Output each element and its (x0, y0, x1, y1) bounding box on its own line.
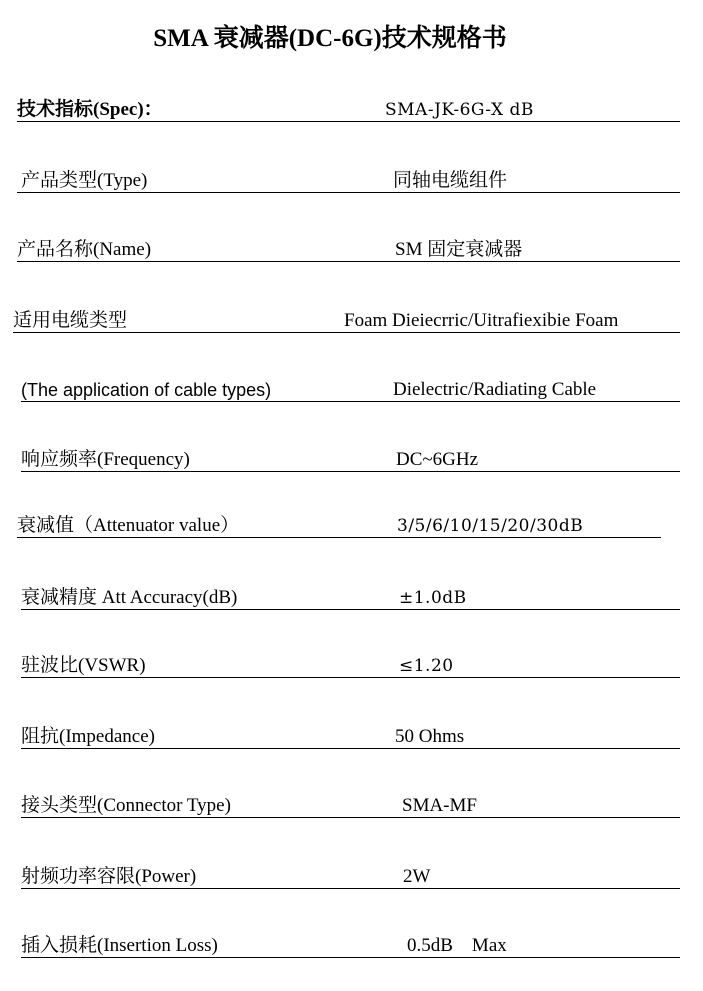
impedance-value: 50 Ohms (395, 726, 465, 747)
spec-row-spec (17, 92, 680, 122)
cable-type-label: 适用电缆类型 (13, 310, 128, 331)
underline (21, 677, 680, 678)
spec-row-power (21, 859, 680, 889)
spec-row-cable-application (21, 372, 680, 402)
spec-row-frequency (21, 442, 680, 472)
attenuator-value-label: 衰减值（Attenuator value） (17, 515, 240, 536)
underline (13, 332, 680, 333)
connector-label: 接头类型(Connector Type) (21, 795, 231, 816)
accuracy-label: 衰减精度 Att Accuracy(dB) (21, 587, 238, 608)
power-value: 2W (403, 866, 431, 887)
underline (21, 609, 680, 610)
spec-row-cable-type (13, 303, 680, 333)
underline (17, 537, 661, 538)
cable-type-value: Foam Dieiecrric/Uitrafiexibie Foam (344, 310, 619, 331)
vswr-label: 驻波比(VSWR) (21, 655, 146, 676)
type-value: 同轴电缆组件 (393, 170, 508, 191)
spec-label: 技术指标(Spec)： (17, 99, 163, 120)
cable-application-label: (The application of cable types) (21, 380, 272, 400)
power-label: 射频功率容限(Power) (21, 866, 197, 887)
spec-value: SMA-JK-6G-X dB (385, 100, 534, 120)
underline (21, 401, 680, 402)
spec-row-type (17, 163, 680, 193)
attenuator-value-value: 3/5/6/10/15/20/30dB (397, 516, 584, 536)
underline (17, 121, 680, 122)
insertion-loss-value: 0.5dB Max (407, 935, 507, 956)
underline (21, 957, 680, 958)
frequency-value: DC~6GHz (396, 449, 479, 470)
spec-row-name (17, 232, 680, 262)
spec-row-accuracy (21, 580, 680, 610)
name-value: SM 固定衰减器 (395, 239, 523, 260)
document-title: SMA 衰减器(DC-6G)技术规格书 (153, 25, 507, 52)
underline (21, 471, 680, 472)
cable-application-value: Dielectric/Radiating Cable (393, 379, 597, 400)
vswr-value: ≤1.20 (399, 656, 454, 676)
spec-row-impedance (21, 719, 680, 749)
underline (21, 748, 680, 749)
name-label: 产品名称(Name) (17, 239, 152, 260)
insertion-loss-label: 插入损耗(Insertion Loss) (21, 935, 218, 956)
spec-row-insertion-loss (21, 928, 680, 958)
frequency-label: 响应频率(Frequency) (21, 449, 190, 470)
connector-value: SMA-MF (402, 795, 477, 816)
underline (17, 192, 680, 193)
underline (21, 817, 680, 818)
spec-row-vswr (21, 648, 680, 678)
type-label: 产品类型(Type) (21, 170, 148, 191)
spec-row-connector (21, 788, 680, 818)
underline (17, 261, 680, 262)
impedance-label: 阻抗(Impedance) (21, 726, 155, 747)
accuracy-value: ±1.0dB (399, 588, 467, 608)
spec-row-attenuator-value (17, 508, 661, 538)
underline (21, 888, 680, 889)
